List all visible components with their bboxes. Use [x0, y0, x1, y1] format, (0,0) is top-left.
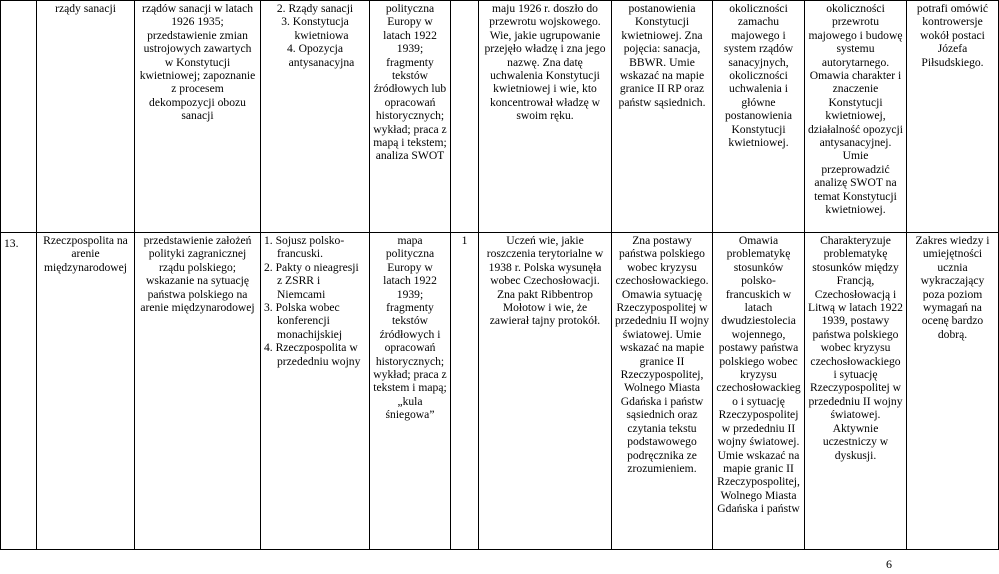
- topic-item: 4. Rzeczpospolita w przededniu wojny: [264, 341, 361, 368]
- topic-item: 1. Sojusz polsko-francuski.: [264, 234, 345, 261]
- lesson-content: przedstawienie założeń polityki zagranicznej rządu polskiego; wskazanie na sytuację państwa polskiego na arenie międzynarodowej: [135, 233, 261, 550]
- requirements-extended-2: okoliczności przewrotu majowego i budowę systemu autorytarnego. Omawia charakter i znaczenie Konstytucji kwietniowej, działalność opozycji antysanacyjnej. Umie przeprowadzić analizę SWOT na temat Konstytucji kwietniowej.: [805, 1, 907, 233]
- topic-item: 2. Pakty o nieagresji z ZSRR i Niemcami: [264, 260, 359, 301]
- lesson-content: rządów sanacji w latach 1926 1935; przedstawienie zmian ustrojowych zawartych w Konstytucji kwietniowej; zapoznanie z procesem dekompozycji obozu sanacji: [135, 1, 261, 233]
- teaching-sources: mapa polityczna Europy w latach 1922 1939; fragmenty tekstów źródłowych i opracowań historycznych; wykład; praca z tekstem i mapą; „kula śniegowa”: [370, 233, 451, 550]
- requirements-basic-2: postanowienia Konstytucji kwietniowej. Zna pojęcia: sanacja, BBWR. Umie wskazać na mapie granice II RP oraz państw sąsiednich.: [612, 1, 713, 233]
- teaching-sources: polityczna Europy w latach 1922 1939; fragmenty tekstów źródłowych lub opracowań historycznych; wykład; praca z mapą i tekstem; analiza SWOT: [370, 1, 451, 233]
- lesson-number: 13.: [1, 233, 37, 550]
- requirements-extended-3: potrafi omówić kontrowersje wokół postaci Józefa Piłsudskiego.: [907, 1, 999, 233]
- requirements-extended-3: Zakres wiedzy i umiejętności ucznia wykraczający poza poziom wymagań na ocenę bardzo dobrą.: [907, 233, 999, 550]
- lesson-number: [1, 1, 37, 233]
- section-title: rządy sanacji: [37, 1, 135, 233]
- requirements-basic-1: maju 1926 r. doszło do przewrotu wojskowego. Wie, jakie ugrupowanie przejęło władzę i zna jego nazwę. Zna datę uchwalenia Konstytucji kwietniowej i wie, kto koncentrował władzę w swoim ręku.: [479, 1, 612, 233]
- requirements-extended-1: okoliczności zamachu majowego i system rządów sanacyjnych, okoliczności uchwalenia i główne postanowienia Konstytucji kwietniowej.: [713, 1, 805, 233]
- topic-item: 2. Rządy sanacji: [276, 2, 354, 15]
- hours-count: [451, 1, 479, 233]
- topic-item: 4. Opozycja antysanacyjna: [286, 42, 355, 69]
- hours-count: 1: [451, 233, 479, 550]
- lesson-topics: [261, 233, 370, 550]
- requirements-basic-2: Zna postawy państwa polskiego wobec kryzysu czechosłowackiego. Omawia sytuację Rzeczypospolitej w przededniu II wojny światowej. Umie wskazać na mapie granice II Rzeczypospolitej, Wolnego Miasta Gdańska i państw sąsiednich oraz czytania tekstu podstawowego podręcznika ze zrozumieniem.: [612, 233, 713, 550]
- table-row: [1, 1, 999, 233]
- page-number: 6: [886, 557, 892, 571]
- requirements-extended-1: Omawia problematykę stosunków polsko-francuskich w latach dwudziestolecia wojennego, postawy państwa polskiego wobec kryzysu czechosłowackiego i sytuację Rzeczypospolitej w przededniu II wojny światowej. Umie wskazać na mapie granic II Rzeczypospolitej, Wolnego Miasta Gdańska i państw: [713, 233, 805, 550]
- topic-item: 3. Polska wobec konferencji monachijskiej: [264, 301, 343, 341]
- table-row: [1, 233, 999, 550]
- lesson-topics: [261, 1, 370, 233]
- topic-item: 3. Konstytucja kwietniowa: [281, 15, 349, 42]
- requirements-basic-1: Uczeń wie, jakie roszczenia terytorialne w 1938 r. Polska wysunęła wobec Czechosłowacji. Zna pakt Ribbentrop Mołotow i wie, że zawierał tajny protokół.: [479, 233, 612, 550]
- requirements-extended-2: Charakteryzuje problematykę stosunków między Francją, Czechosłowacją i Litwą w latach 1922 1939, postawy państwa polskiego wobec kryzysu czechosłowackiego i sytuację Rzeczypospolitej w przededniu II wojny światowej. Aktywnie uczestniczy w dyskusji.: [805, 233, 907, 550]
- section-title: Rzeczpospolita na arenie międzynarodowej: [37, 233, 135, 550]
